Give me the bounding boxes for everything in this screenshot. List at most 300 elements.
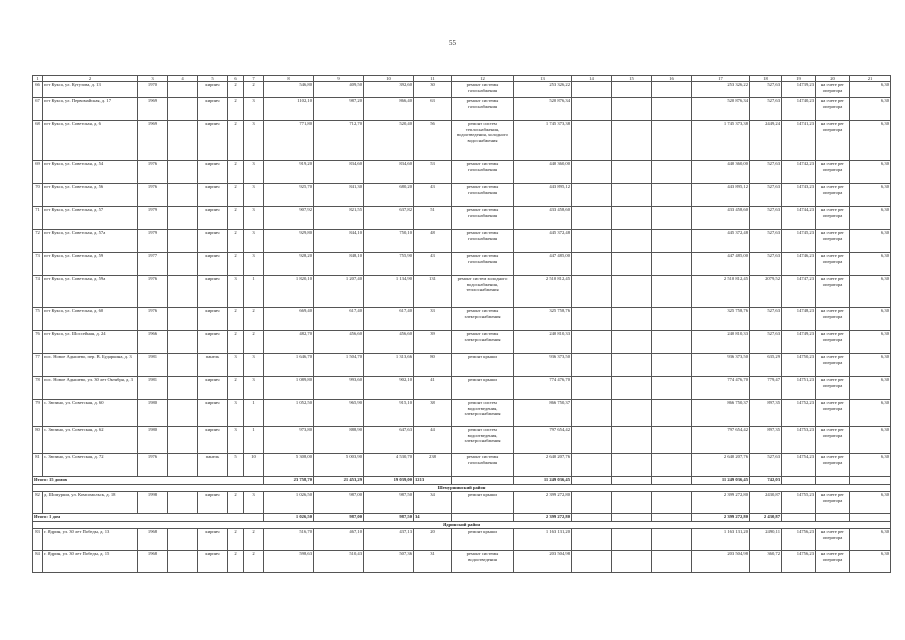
table-cell: 866 750,37 [514,400,572,427]
table-cell: 482,70 [264,331,314,354]
table-cell: 866,40 [364,98,414,121]
table-cell: 2 [244,331,264,354]
table-cell [572,454,612,477]
table-cell: 1 026,50 [264,492,314,514]
table-cell: 848,10 [314,253,364,276]
table-cell: 238 [414,454,452,477]
table-cell: 2 [228,207,244,230]
table-cell: 53 [414,161,452,184]
table-cell: 6,30 [850,161,891,184]
table-cell: 14753,23 [782,427,816,454]
table-cell: на счете рег оператора [816,161,850,184]
column-number: 7 [244,76,264,82]
table-cell: кирпич [198,184,228,207]
table-cell: 6,30 [850,82,891,98]
table-cell: 2 510 812,45 [692,276,750,308]
total-cell [782,514,816,522]
table-cell: пгт Кукса, ул. Первомайская, д. 17 [43,98,138,121]
table-cell: 3 [244,98,264,121]
column-number: 8 [264,76,314,82]
table-cell [612,308,652,331]
table-cell: 2 [228,331,244,354]
table-cell: на счете рег оператора [816,276,850,308]
total-cell [816,514,850,522]
table-cell [652,427,692,454]
column-number: 1 [33,76,43,82]
table-cell: 1977 [138,253,168,276]
table-cell: 445 372,48 [514,230,572,253]
table-cell: 3 [228,400,244,427]
table-cell: 987,50 [364,492,414,514]
total-cell: 987,50 [364,514,414,522]
table-cell: пос. Новое Адышево, пер. В. Бударкина, д. 3 [43,354,138,377]
table-cell [612,377,652,400]
column-number: 10 [364,76,414,82]
total-cell [612,514,652,522]
table-cell: на счете рег оператора [816,230,850,253]
table-cell: панель [198,454,228,477]
table-cell: 1966 [138,331,168,354]
table-cell: 14746,23 [782,253,816,276]
table-cell: 5 [228,454,244,477]
table-cell: 925,70 [264,184,314,207]
table-cell: 14756,23 [782,529,816,551]
table-cell: кирпич [198,427,228,454]
table-cell: кирпич [198,377,228,400]
table-cell: 440 360,00 [514,161,572,184]
table-cell: 3 [244,492,264,514]
table-cell: пгт Кукса, ул. Советская, д. 6 [43,121,138,161]
table-cell: на счете рег оператора [816,82,850,98]
table-cell: кирпич [198,529,228,551]
table-cell [168,98,198,121]
table-cell: д. Шомурши, ул. Комсомольск, д. 18 [43,492,138,514]
table-cell: кирпич [198,230,228,253]
table-cell: 2 399 272,80 [514,492,572,514]
table-cell: 3 [244,377,264,400]
table-cell: 1976 [138,161,168,184]
table-cell [652,529,692,551]
table-cell [168,529,198,551]
table-cell: на счете рег оператора [816,354,850,377]
table-cell [652,276,692,308]
table-cell: 973,80 [264,427,314,454]
table-cell: 520 876,34 [692,98,750,121]
column-number: 13 [514,76,572,82]
column-number: 21 [850,76,891,82]
table-cell: 48 [414,230,452,253]
table-cell [572,207,612,230]
table-cell: 2 640 207,76 [692,454,750,477]
table-cell: 43 [414,253,452,276]
table-cell: на счете рег оператора [816,551,850,573]
table-cell: 821,55 [314,207,364,230]
table-cell: 2 [228,377,244,400]
table-cell: пгт Кукса, ул. Советская, д. 59 [43,253,138,276]
table-cell: 902,10 [364,377,414,400]
table-cell: 2 [228,529,244,551]
table-cell: г. Ядрин, ул. 30 лет Победы, д. 15 [43,551,138,573]
table-cell: 2430,87 [750,492,782,514]
table-cell [572,308,612,331]
table-cell: ремонт системы электроснабжения [452,308,514,331]
column-number: 17 [692,76,750,82]
table-cell: 527,63 [750,308,782,331]
total-cell: 987,00 [314,514,364,522]
table-cell: 203 504,98 [692,551,750,573]
table-cell: 253 326,22 [692,82,750,98]
table-cell [612,529,652,551]
table-cell: 6,30 [850,121,891,161]
table-cell [572,551,612,573]
table-cell: 75 [33,308,43,331]
table-cell: 2490,11 [750,529,782,551]
table-cell: 1 134,90 [364,276,414,308]
table-cell: 1102,10 [264,98,314,121]
table-cell: 1968 [138,529,168,551]
table-cell: на счете рег оператора [816,377,850,400]
table-cell: 6,30 [850,276,891,308]
table-cell: 897,35 [750,427,782,454]
table-cell: пгт Кукса, ул. Советская, д. 54 [43,161,138,184]
table-cell [168,161,198,184]
table-cell: 1980 [138,427,168,454]
table-cell: 2 [244,551,264,573]
table-cell: 965,90 [314,400,364,427]
column-number: 5 [198,76,228,82]
table-cell [652,400,692,427]
table-cell: 84 [33,551,43,573]
table-cell: 2 [228,308,244,331]
column-number: 11 [414,76,452,82]
total-cell: 34 [414,514,452,522]
total-cell: 21 453,29 [314,477,364,485]
table-row [33,400,891,427]
table-cell [652,551,692,573]
table-cell [612,400,652,427]
table-cell: 3 [244,354,264,377]
table-cell: 1 745 373,38 [514,121,572,161]
table-cell: 6,30 [850,529,891,551]
table-cell: ремонт систем водоотведения, электроснабжения [452,427,514,454]
table-cell: 70 [33,184,43,207]
table-cell: 527,63 [750,184,782,207]
table-cell: 43 [414,184,452,207]
table-cell: ремонт систем водоотведения, электроснабжения [452,400,514,427]
table-row [33,427,891,454]
table-cell: 443 895,12 [514,184,572,207]
table-cell: 897,35 [750,400,782,427]
table-cell: 750,10 [364,230,414,253]
table-cell: 30 [414,82,452,98]
table-cell: 1 089,80 [264,377,314,400]
table-cell: 38 [414,400,452,427]
table-cell: 6,30 [850,454,891,477]
table-cell: 834,60 [314,161,364,184]
table-cell [652,308,692,331]
total-cell: 742,03 [750,477,782,485]
table-cell: 774 476,70 [692,377,750,400]
column-number: 20 [816,76,850,82]
table-row [33,377,891,400]
table-cell: 14751,23 [782,377,816,400]
table-cell: 78 [33,377,43,400]
table-cell: с. Зюзино, ул. Советская, д. 72 [43,454,138,477]
table-cell [572,492,612,514]
table-cell: 680,20 [364,184,414,207]
table-cell: пгт Кукса, ул. Советская, д. 56 [43,184,138,207]
table-cell [652,230,692,253]
table-cell [612,454,652,477]
table-cell: 507,36 [364,551,414,573]
table-cell: 1969 [138,98,168,121]
table-cell: кирпич [198,207,228,230]
table-cell: 3 [244,184,264,207]
table-cell: 1976 [138,184,168,207]
table-cell [612,207,652,230]
table-cell: 2079,52 [750,276,782,308]
page-number: 55 [449,39,456,47]
table-cell [612,121,652,161]
table-row [33,82,891,98]
table-cell: 20 [414,529,452,551]
table-cell [168,121,198,161]
table-cell: 527,63 [750,253,782,276]
table-cell: 14743,23 [782,184,816,207]
table-cell: ремонт систем холодного водоснабжения, теплоснабжения [452,276,514,308]
table-cell: 2 [228,492,244,514]
table-cell: 447 485,00 [514,253,572,276]
total-cell [572,514,612,522]
table-cell: 74 [33,276,43,308]
table-cell [168,551,198,573]
table-cell: 77 [33,354,43,377]
total-row [33,477,891,485]
table-cell: ремонт системы газоснабжения [452,454,514,477]
table-cell: на счете рег оператора [816,427,850,454]
total-cell: 1 026,50 [264,514,314,522]
table-cell: с. Зюзино, ул. Советская, д. 62 [43,427,138,454]
table-cell: 635,29 [750,354,782,377]
table-cell: 1976 [138,276,168,308]
table-cell: 2 [228,184,244,207]
table-cell: 443 895,12 [692,184,750,207]
table-cell [612,354,652,377]
table-cell: 3 [228,354,244,377]
table-cell: 392,60 [364,82,414,98]
table-cell: 467,10 [314,529,364,551]
total-label: Итого: 1 дом [33,514,264,522]
column-number: 4 [168,76,198,82]
table-cell: 516,70 [264,529,314,551]
table-cell: ремонт системы электроснабжения [452,331,514,354]
total-cell [816,477,850,485]
column-number: 2 [43,76,138,82]
table-cell: 6,30 [850,400,891,427]
table-cell: 520,40 [364,121,414,161]
table-cell: 546,80 [264,82,314,98]
total-cell [452,477,514,485]
table-cell [168,492,198,514]
table-cell: 14739,23 [782,82,816,98]
table-cell: на счете рег оператора [816,308,850,331]
table-cell: ремонт систем теплоснабжения, водоотведения, холодного водоснабжения [452,121,514,161]
district-header-row [33,522,891,529]
table-row [33,98,891,121]
table-cell: 1 163 131,20 [514,529,572,551]
table-cell: 445 372,48 [692,230,750,253]
table-cell: 2 [228,161,244,184]
total-label: Итого: 15 домов [33,477,264,485]
table-cell [652,82,692,98]
table-cell: 14755,23 [782,492,816,514]
table-cell: 1980 [138,400,168,427]
total-cell [572,477,612,485]
table-cell: 14747,23 [782,276,816,308]
table-cell: 669,40 [264,308,314,331]
table-cell: 617,40 [364,308,414,331]
table-cell: 919,20 [264,161,314,184]
table-cell [168,400,198,427]
table-cell: 527,63 [750,207,782,230]
table-cell: 527,63 [750,82,782,98]
table-cell [612,276,652,308]
table-cell: кирпич [198,276,228,308]
table-cell: 2 [228,253,244,276]
table-cell: 527,63 [750,454,782,477]
table-cell: 1 646,70 [264,354,314,377]
table-cell: 1 207,40 [314,276,364,308]
table-cell: 1 820,10 [264,276,314,308]
table-cell: ремонт системы водоотведения [452,551,514,573]
table-cell: 527,63 [750,331,782,354]
table-cell: 936 373,50 [514,354,572,377]
table-cell: 527,63 [750,98,782,121]
column-number: 3 [138,76,168,82]
table-cell: на счете рег оператора [816,454,850,477]
table-cell: 3 [228,276,244,308]
table-cell: 68 [33,121,43,161]
table-cell: 598,63 [264,551,314,573]
table-cell [612,98,652,121]
table-cell: 1 313,66 [364,354,414,377]
table-cell: 360,72 [750,551,782,573]
table-cell: 1976 [138,308,168,331]
table-cell: 3 [244,207,264,230]
table-cell: 617,40 [314,308,364,331]
district-name: Ядринский район [33,522,891,529]
table-cell [612,230,652,253]
table-cell [652,354,692,377]
table-cell: ремонт крыши [452,377,514,400]
table-cell: 56 [414,121,452,161]
table-cell: 834,60 [364,161,414,184]
table-cell: 2 [228,230,244,253]
table-row [33,207,891,230]
table-cell [652,121,692,161]
table-cell [168,454,198,477]
table-cell: 440 360,00 [692,161,750,184]
table-cell: 14744,23 [782,207,816,230]
table-cell: 41 [414,377,452,400]
table-cell: 936 373,50 [692,354,750,377]
table-cell: 779,47 [750,377,782,400]
table-row [33,184,891,207]
total-cell [652,514,692,522]
column-number: 15 [612,76,652,82]
table-cell: 14741,23 [782,121,816,161]
table-cell: 6,30 [850,427,891,454]
table-cell: на счете рег оператора [816,331,850,354]
table-cell: 1981 [138,354,168,377]
table-cell: 712,70 [314,121,364,161]
table-cell [572,276,612,308]
table-cell [572,121,612,161]
table-cell: 2 [244,82,264,98]
table-cell: 437,13 [364,529,414,551]
table-cell [168,230,198,253]
table-cell: 82 [33,492,43,514]
table-cell: 987,20 [314,98,364,121]
column-number: 9 [314,76,364,82]
table-cell [572,400,612,427]
table-cell [612,161,652,184]
housing-repair-table [32,75,891,573]
table-cell: 3 [244,230,264,253]
table-cell: 987,00 [314,492,364,514]
table-cell: 6,30 [850,354,891,377]
table-cell: 527,63 [750,230,782,253]
table-cell [572,253,612,276]
table-cell [572,161,612,184]
table-cell: 647,63 [364,427,414,454]
table-cell: 31 [414,551,452,573]
table-cell [572,230,612,253]
table-cell: 39 [414,331,452,354]
table-cell [612,427,652,454]
table-cell [652,331,692,354]
table-row [33,121,891,161]
table-cell: ремонт системы газоснабжения [452,98,514,121]
table-cell [572,354,612,377]
total-row [33,514,891,522]
table-cell: 67 [33,98,43,121]
table-cell: 6,30 [850,207,891,230]
table-cell [612,551,652,573]
table-cell: 14740,23 [782,98,816,121]
table-cell: 3 [244,253,264,276]
table-cell: 6,30 [850,230,891,253]
column-number: 6 [228,76,244,82]
table-cell: 929,80 [264,230,314,253]
table-cell: ремонт системы газоснабжения [452,207,514,230]
table-cell: 203 504,98 [514,551,572,573]
table-cell: 527,63 [750,161,782,184]
table-cell: 6,30 [850,377,891,400]
table-cell [572,98,612,121]
table-row [33,492,891,514]
table-cell: 240 810,33 [692,331,750,354]
table-cell: 3 [244,161,264,184]
table-cell: 1969 [138,121,168,161]
table-row [33,354,891,377]
total-cell [782,477,816,485]
table-cell: 1 [244,400,264,427]
table-cell: 14754,23 [782,454,816,477]
table-cell: 14748,23 [782,308,816,331]
table-cell: 2449,24 [750,121,782,161]
table-cell [168,276,198,308]
